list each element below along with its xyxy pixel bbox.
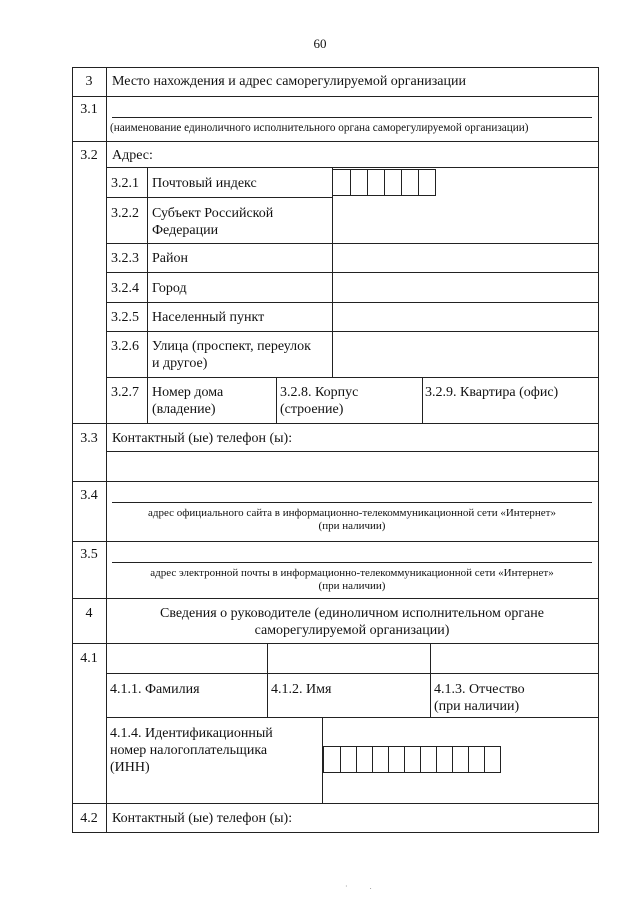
city-label: Город xyxy=(152,281,187,296)
building-label-line2: (строение) xyxy=(280,402,344,417)
section-4-number: 4 xyxy=(85,606,93,621)
row-divider xyxy=(106,272,598,273)
email-caption-line1: адрес электронной почты в информационно-телекоммуникационной сети «Интернет» xyxy=(150,567,554,579)
row-divider xyxy=(106,451,598,452)
row-3-2-2-number: 3.2.2 xyxy=(111,206,139,221)
inn-label-line3: (ИНН) xyxy=(110,760,150,775)
row-3-4-number: 3.4 xyxy=(80,488,98,503)
row-3-2-5-number: 3.2.5 xyxy=(111,310,139,325)
row-3-1-number: 3.1 xyxy=(80,102,98,117)
postal-code-label: Почтовый индекс xyxy=(152,176,257,191)
head-phone-label: Контактный (ые) телефон (ы): xyxy=(112,811,293,826)
org-head-name-line[interactable] xyxy=(112,117,592,118)
row-divider xyxy=(72,96,598,97)
district-label: Район xyxy=(152,251,188,266)
row-divider xyxy=(106,243,598,244)
postal-code-digit-box[interactable] xyxy=(350,170,367,195)
row-divider xyxy=(72,423,598,424)
website-caption-line2: (при наличии) xyxy=(318,520,386,532)
row-3-2-6-number: 3.2.6 xyxy=(111,339,139,354)
postal-code-digit-box[interactable] xyxy=(418,170,435,195)
column-divider xyxy=(430,643,431,717)
row-divider xyxy=(72,481,598,482)
section-4-title-line2: саморегулируемой организации) xyxy=(254,623,450,638)
section-3-title: Место нахождения и адрес саморегулируемой организации xyxy=(112,74,466,89)
region-label-line1: Субъект Российской xyxy=(152,206,274,221)
row-3-2-1-number: 3.2.1 xyxy=(111,176,139,191)
row-3-2-3-number: 3.2.3 xyxy=(111,251,139,266)
row-divider xyxy=(72,803,598,804)
column-divider xyxy=(422,377,423,423)
table-border xyxy=(598,67,599,833)
scan-specks: · . xyxy=(345,882,372,891)
row-divider xyxy=(106,302,598,303)
row-3-2-7-number: 3.2.7 xyxy=(111,385,139,400)
region-label-line2: Федерации xyxy=(152,223,219,238)
row-4-2-number: 4.2 xyxy=(80,811,98,826)
inn-digit-box[interactable] xyxy=(468,747,484,772)
inn-boxes[interactable] xyxy=(323,746,501,773)
building-label-line1: 3.2.8. Корпус xyxy=(280,385,359,400)
email-line[interactable] xyxy=(112,562,592,563)
section-4-title-line1: Сведения о руководителе (единоличном исполнительном органе xyxy=(160,606,544,621)
table-border xyxy=(72,67,598,68)
row-divider xyxy=(72,541,598,542)
inn-digit-box[interactable] xyxy=(388,747,404,772)
row-divider xyxy=(72,598,598,599)
table-border xyxy=(72,67,73,833)
street-label-line2: и другое) xyxy=(152,356,208,371)
patronymic-label-line2: (при наличии) xyxy=(434,699,520,714)
inn-label-line1: 4.1.4. Идентификационный xyxy=(110,726,273,741)
section-3-number: 3 xyxy=(85,74,93,89)
row-divider xyxy=(106,673,598,674)
inn-digit-box[interactable] xyxy=(436,747,452,772)
column-divider xyxy=(147,167,148,423)
inn-digit-box[interactable] xyxy=(372,747,388,772)
row-4-1-number: 4.1 xyxy=(80,651,98,666)
column-divider xyxy=(332,167,333,377)
row-3-3-number: 3.3 xyxy=(80,431,98,446)
row-divider xyxy=(72,643,598,644)
street-label-line1: Улица (проспект, переулок xyxy=(152,339,311,354)
row-divider xyxy=(106,717,598,718)
column-divider xyxy=(267,643,268,717)
postal-code-digit-box[interactable] xyxy=(367,170,384,195)
inn-digit-box[interactable] xyxy=(404,747,420,772)
row-divider xyxy=(72,141,598,142)
inn-digit-box[interactable] xyxy=(484,747,500,772)
page-number: 60 xyxy=(313,36,327,51)
postal-code-digit-box[interactable] xyxy=(401,170,418,195)
house-label-line1: Номер дома xyxy=(152,385,224,400)
website-line[interactable] xyxy=(112,502,592,503)
row-3-2-number: 3.2 xyxy=(80,148,98,163)
email-caption-line2: (при наличии) xyxy=(318,580,386,592)
row-divider xyxy=(106,197,332,198)
patronymic-label-line1: 4.1.3. Отчество xyxy=(434,682,525,697)
apartment-label: 3.2.9. Квартира (офис) xyxy=(425,385,559,400)
row-divider xyxy=(106,331,598,332)
inn-digit-box[interactable] xyxy=(420,747,436,772)
row-3-5-number: 3.5 xyxy=(80,547,98,562)
inn-digit-box[interactable] xyxy=(340,747,356,772)
settlement-label: Населенный пункт xyxy=(152,310,265,325)
postal-code-digit-box[interactable] xyxy=(384,170,401,195)
inn-digit-box[interactable] xyxy=(356,747,372,772)
table-border xyxy=(72,832,598,833)
column-divider xyxy=(276,377,277,423)
row-divider xyxy=(106,167,598,168)
row-divider xyxy=(106,377,598,378)
inn-digit-box[interactable] xyxy=(324,747,340,772)
org-head-name-caption: (наименование единоличного исполнительного органа саморегулируемой организации) xyxy=(110,122,529,134)
surname-label: 4.1.1. Фамилия xyxy=(110,682,200,697)
postal-code-digit-box[interactable] xyxy=(333,170,350,195)
inn-digit-box[interactable] xyxy=(452,747,468,772)
first-name-label: 4.1.2. Имя xyxy=(271,682,332,697)
postal-code-boxes[interactable] xyxy=(332,169,436,196)
house-label-line2: (владение) xyxy=(152,402,216,417)
website-caption-line1: адрес официального сайта в информационно-телекоммуникационной сети «Интернет» xyxy=(148,507,556,519)
inn-label-line2: номер налогоплательщика xyxy=(110,743,268,758)
row-3-2-4-number: 3.2.4 xyxy=(111,281,139,296)
column-divider xyxy=(106,67,107,833)
phone-label: Контактный (ые) телефон (ы): xyxy=(112,431,293,446)
address-label: Адрес: xyxy=(112,148,153,163)
